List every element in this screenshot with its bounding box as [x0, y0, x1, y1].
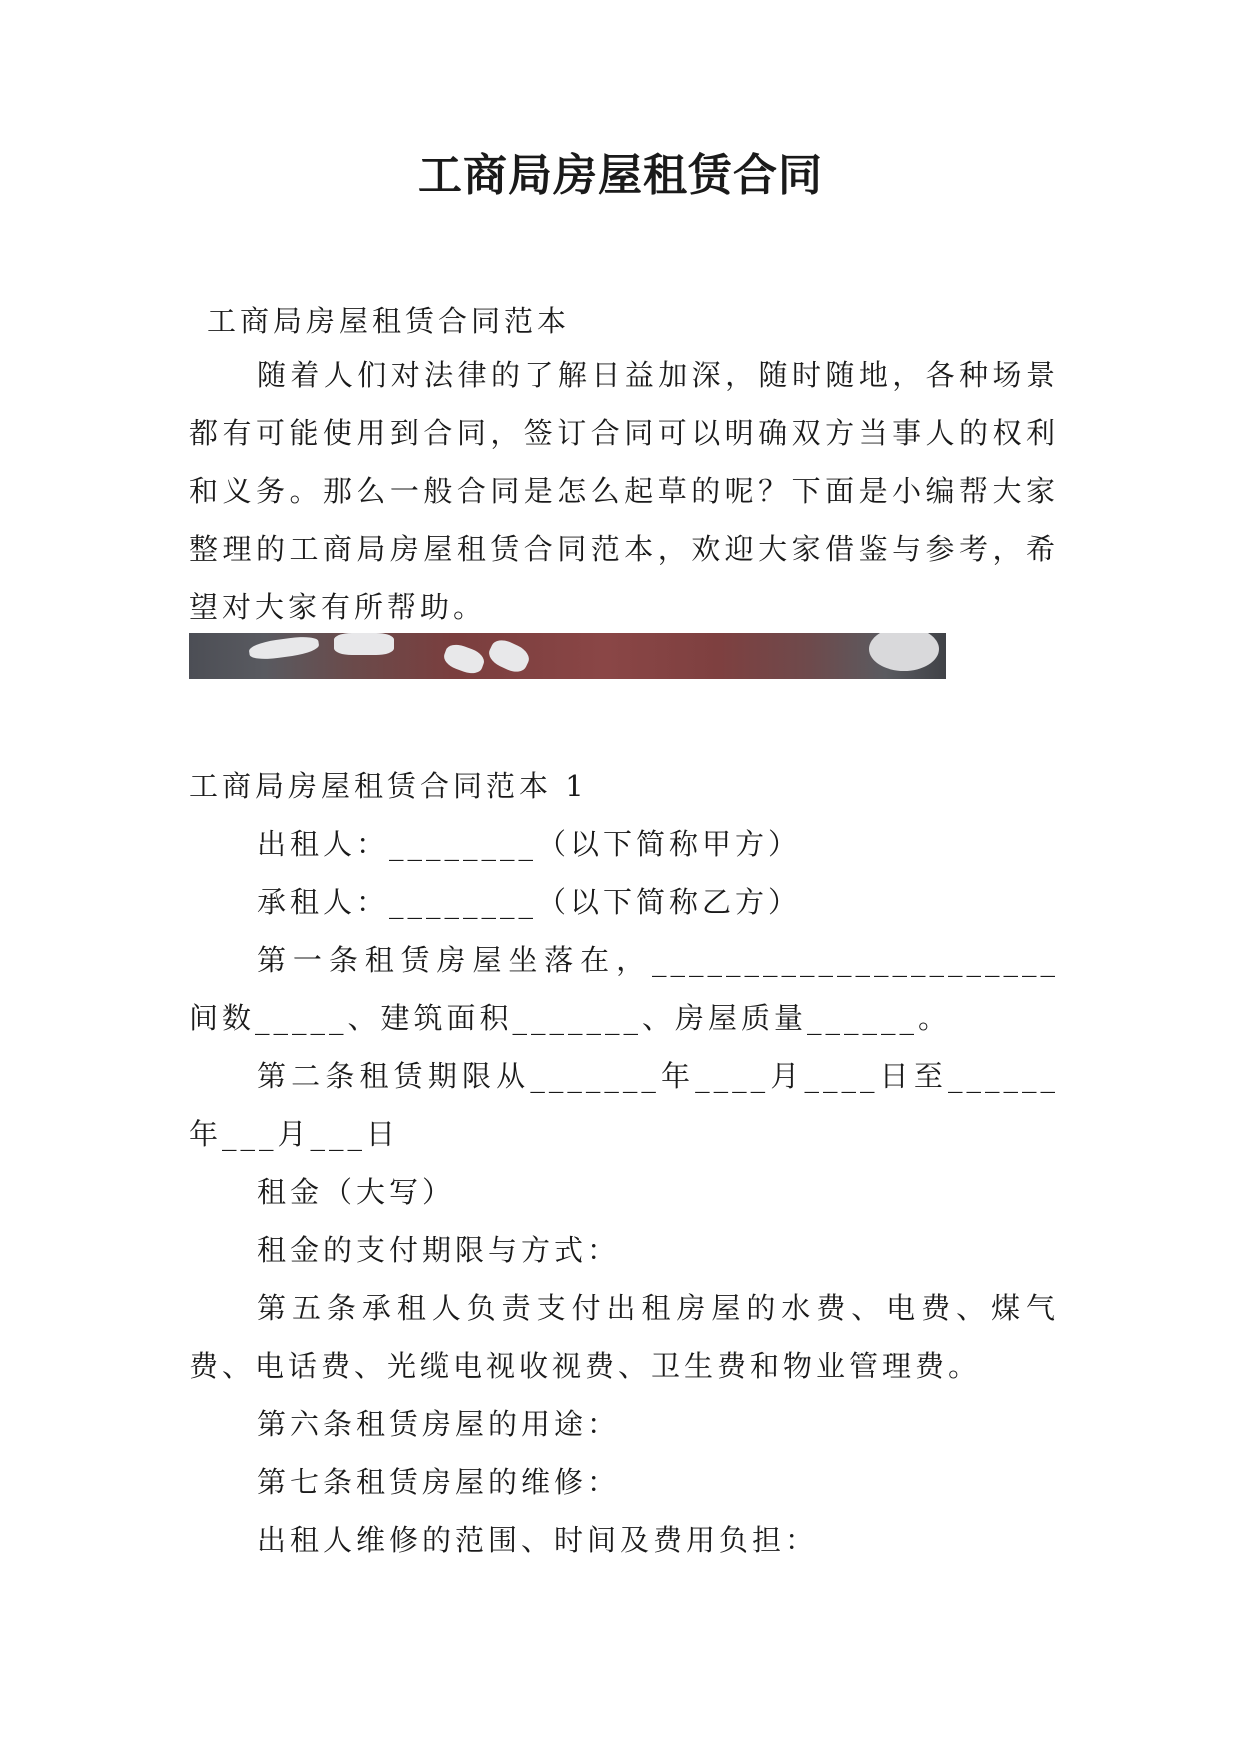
document-subtitle: 工商局房屋租赁合同范本	[207, 304, 571, 338]
contract-line: 第二条租赁期限从_______年____月____日至______年___月___日	[189, 1059, 1059, 1151]
contract-line: 第七条租赁房屋的维修：	[257, 1465, 621, 1499]
contract-line: 第一条租赁房屋坐落在，______________________间数_____、建筑面积_______、房屋质量______。	[189, 943, 1059, 1035]
contract-line: 第五条承租人负责支付出租房屋的水费、电费、煤气费、电话费、光缆电视收视费、卫生费和物业管理费。	[189, 1291, 1059, 1383]
contract-body	[189, 815, 1059, 1569]
contract-line: 第六条租赁房屋的用途：	[257, 1407, 621, 1441]
intro-paragraph: 随着人们对法律的了解日益加深，随时随地，各种场景都有可能使用到合同，签订合同可以明确双方当事人的权利和义务。那么一般合同是怎么起草的呢？下面是小编帮大家整理的工商局房屋租赁合同范本，欢迎大家借鉴与参考，希望对大家有所帮助。	[189, 358, 1059, 624]
intro-paragraph-block	[189, 346, 1059, 636]
contract-line: 租金的支付期限与方式：	[257, 1233, 621, 1267]
document-title: 工商局房屋租赁合同	[418, 150, 823, 201]
section-heading: 工商局房屋租赁合同范本 1	[189, 769, 588, 803]
contract-line: 租金（大写）	[257, 1175, 456, 1209]
banner-image	[189, 633, 946, 679]
contract-line: 出租人：________（以下简称甲方）	[257, 827, 802, 861]
contract-line: 出租人维修的范围、时间及费用负担：	[257, 1523, 819, 1557]
contract-line: 承租人：________（以下简称乙方）	[257, 885, 802, 919]
